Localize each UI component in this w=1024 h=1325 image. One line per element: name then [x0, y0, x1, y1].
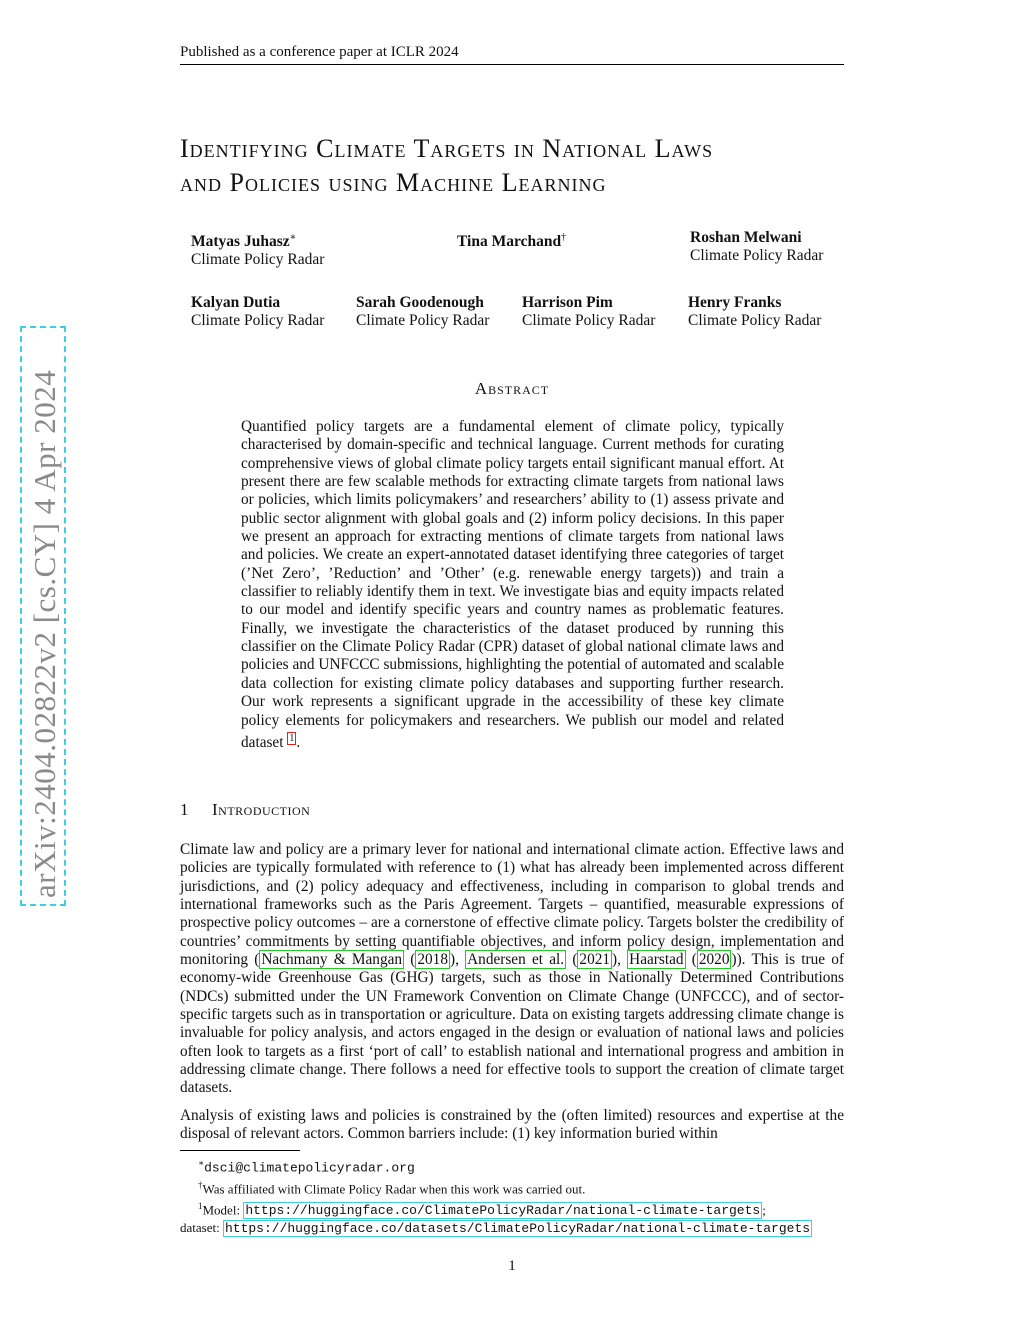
author-name: Sarah Goodenough [356, 294, 484, 311]
author-name: Kalyan Dutia [191, 294, 281, 311]
title-line-2: and Policies using Machine Learning [180, 168, 607, 197]
abstract-body [241, 418, 784, 752]
paper-title [180, 132, 870, 200]
dataset-url-link[interactable]: https://huggingface.co/datasets/ClimatePolicyRadar/national-climate-targets [224, 1221, 811, 1237]
citation-year-link[interactable]: 2021 [579, 951, 611, 969]
section-number: 1 [180, 800, 189, 819]
footnote-email: ∗dsci@climatepolicyradar.org [198, 1158, 415, 1176]
author-block [688, 294, 821, 330]
author-name: Tina Marchand [457, 233, 562, 251]
email-address: dsci@climatepolicyradar.org [204, 1160, 415, 1176]
citation-link[interactable]: Nachmany & Mangan [261, 951, 403, 969]
section-heading [180, 800, 310, 820]
citation-year-link[interactable]: 2018 [417, 951, 448, 969]
author-affiliation: Climate Policy Radar [356, 312, 490, 329]
model-url-link[interactable]: https://huggingface.co/ClimatePolicyRadar/national-climate-targets [245, 1202, 761, 1218]
author-mark: † [561, 232, 567, 243]
author-name: Roshan Melwani [690, 229, 802, 246]
author-mark: ∗ [289, 232, 297, 243]
footnote-affiliation-note: †Was affiliated with Climate Policy Radar when this work was carried out. [198, 1179, 586, 1197]
author-block [690, 229, 823, 265]
author-affiliation: Climate Policy Radar [522, 312, 656, 329]
citation-link[interactable]: Andersen et al. [467, 951, 565, 969]
abstract-text: Quantified policy targets are a fundamental element of climate policy, typically characterised by domain-specific and technical language. Current methods for curating comprehensive views of global climate policy targets entail significant manual effort. At present there are few scalable methods for extracting climate targets from national laws or policies, which limits policymakers’ and researchers’ ability to (1) assess private and public sector alignment with global goals and (2) inform policy decisions. In this paper we present an approach for extracting mentions of climate targets from national laws and policies. We create an expert-annotated dataset identifying three categories of target (’Net Zero’, ’Reduction’ and ’Other’ (e.g. renewable energy targets)) and train a classifier to reliably identify them in text. We investigate bias and equity impacts related to our model and identify specific years and country names as problematic features. Finally, we investigate the characteristics of the dataset produced by running this classifier on the Climate Policy Radar (CPR) dataset of global national climate laws and policies and UNFCCC submissions, highlighting the potential of automated and scalable data collection for existing climate policy databases and supporting further research. Our work represents a significant upgrade in the accessibility of these key climate policy elements for policymakers and researchers. We publish our model and related dataset [241, 418, 784, 751]
intro-paragraph-2: Analysis of existing laws and policies is constrained by the (often limited) resources and expertise at the disposal of relevant actors. Common barriers include: (1) key information buried within [180, 1107, 844, 1143]
footnote-ref-link[interactable]: 1 [289, 732, 295, 744]
arxiv-stamp[interactable]: arXiv:2404.02822v2 [cs.CY] 4 Apr 2024 [20, 326, 66, 906]
author-affiliation: Climate Policy Radar [688, 312, 822, 329]
author-affiliation: Climate Policy Radar [690, 247, 824, 264]
title-line-1: Identifying Climate Targets in National Laws [180, 134, 714, 163]
footnote-rule [180, 1150, 300, 1151]
section-title: Introduction [212, 800, 311, 819]
footnote-dataset: dataset: https://huggingface.co/datasets/ClimatePolicyRadar/national-climate-targets [180, 1220, 811, 1237]
author-block [356, 294, 489, 330]
running-head: Published as a conference paper at ICLR 2024 [180, 44, 844, 65]
page-number: 1 [508, 1258, 516, 1274]
author-name: Henry Franks [688, 294, 782, 311]
author-name: Harrison Pim [522, 294, 613, 311]
author-block [457, 229, 566, 251]
author-affiliation: Climate Policy Radar [191, 312, 325, 329]
abstract-end: . [296, 733, 301, 751]
author-block [191, 294, 324, 330]
abstract-heading: Abstract [474, 379, 550, 398]
author-name: Matyas Juhasz [191, 233, 290, 251]
author-block [191, 229, 324, 269]
intro-paragraph-1: Climate law and policy are a primary lever for national and international climate action. Effective laws and policies are typically formulated with reference to (1) what has already been implemented across different jurisdictions, and (2) policy adequacy and effectiveness, including in comparison to global trends and international frameworks such as the Paris Agreement. Targets – quantified, measurable expressions of prospective policy outcomes – are a cornerstone of effective climate policy. Targets bolster the credibility of countries’ commitments by setting quantifiable objectives, and inform policy design, implementation and monitoring ( Nachmany & Mangan ( 2018 ), Andersen et al. ( 2021 ), Haarstad ( 2020 )). This is true of economy-wide Greenhouse Gas (GHG) targets, such as those in Nationally Determined Contributions (NDCs) submitted under the UN Framework Convention on Climate Change (UNFCCC), and of sector-specific targets such as in transportation or agriculture. Data on existing targets addressing climate change is invaluable for policy analysis, and actors engaged in the design or evaluation of national laws and policies often look to targets as a first ‘port of call’ to establish national and international progress and ambition in addressing climate change. There follows a need for effective tools to support the creation of climate target datasets. [180, 841, 845, 1097]
footnote-model: $^1$Model: https://huggingface.co/ClimatePolicyRadar/national-climate-targets ; [198, 1200, 766, 1218]
paragraph-text: Climate law and policy are a primary lever for national and international climate action. Effective laws and policies are typically formulated with reference to (1) what has already been implemented across different jurisdictions, and (2) policy adequacy and effectiveness, including in comparison to global trends and international frameworks such as the Paris Agreement. Targets – quantified, measurable expressions of prospective policy outcomes – are a cornerstone of effective climate policy. Targets bolster the credibility of countries’ commitments by setting quantifiable objectives, and inform policy design, implementation and monitoring ( [180, 841, 844, 969]
author-affiliation: Climate Policy Radar [191, 251, 325, 269]
citation-link[interactable]: Haarstad [629, 951, 684, 969]
citation-year-link[interactable]: 2020 [698, 951, 730, 969]
footnotes [180, 1155, 920, 1238]
author-block [522, 294, 655, 330]
paragraph-text: ). This is true of economy-wide Greenhouse Gas (GHG) targets, such as those in Nationally Determined Contributions (NDCs) submitted under the UN Framework Convention on Climate Change (UNFCCC), and of sector-specific targets such as in transportation or agriculture. Data on existing targets addressing climate change is invaluable for policy analysis, and actors engaged in the design or evaluation of national laws and policies often look to targets as a first ‘port of call’ to establish national and international progress and ambition in addressing climate change. There follows a need for effective tools to support the creation of climate target datasets. [180, 951, 845, 1097]
